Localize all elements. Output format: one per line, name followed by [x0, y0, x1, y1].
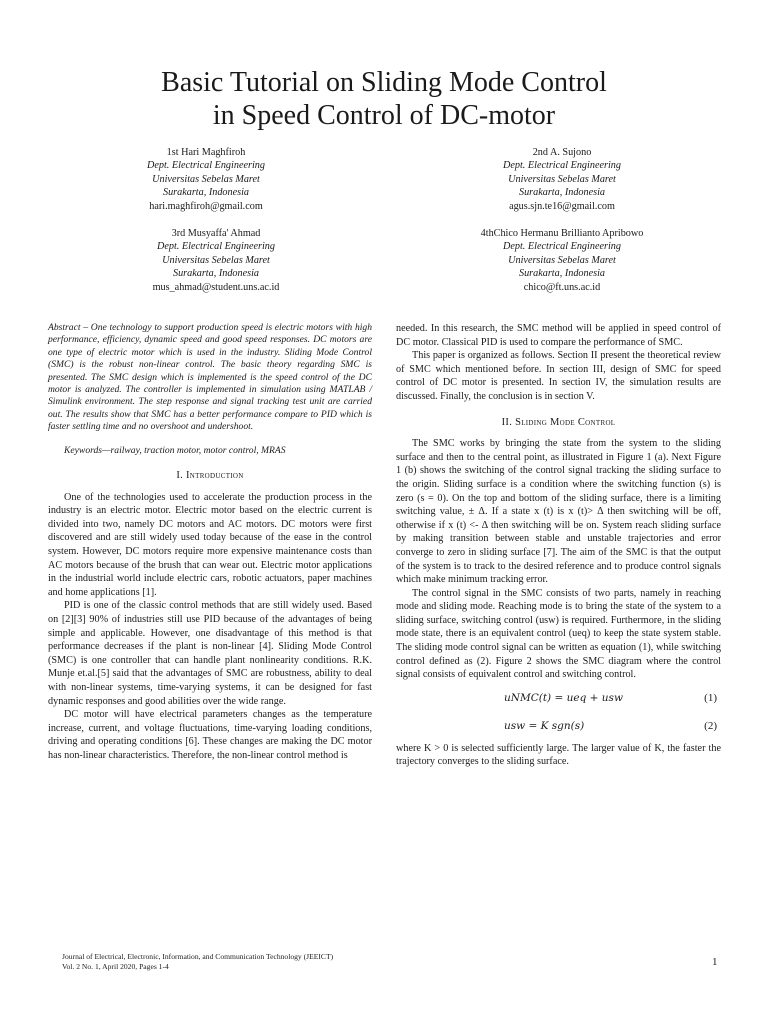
author-dept: Dept. Electrical Engineering: [157, 241, 275, 253]
body-paragraph: One of the technologies used to accelerate the production process in the industry is an electric motor. Electric motor based on the electric current is divided into two, namely DC motors and AC motors. DC motors were first discovered and are still widely used today because of the ease in the control system. However, DC motors require more expensive maintenance costs than AC motors because of the brush that can wear out. Electric motor applications in the industrial world include electric cars, robotic actuators, paper machines and home applications [1].: [48, 491, 372, 598]
author-city: Surakarta, Indonesia: [172, 268, 260, 280]
equation-text: usw = K sgn(s): [504, 719, 585, 732]
author-name: 4thChico Hermanu Brillianto Apribowo: [480, 228, 644, 239]
left-column: [48, 322, 372, 763]
section-heading-introduction: I. Introduction: [176, 470, 244, 482]
author-univ: Universitas Sebelas Maret: [508, 254, 616, 266]
author-email: chico@ft.uns.ac.id: [523, 281, 601, 293]
equation-1: [396, 690, 721, 710]
author-univ: Universitas Sebelas Maret: [508, 173, 616, 185]
body-paragraph: PID is one of the classic control methods that are still widely used. Based on [2][3] 90% of industries still use PID because of the advantages of being simple and applicable. However, one disadvantage of this method is that performance decreases if the plant is non-linear [4]. Sliding Mode Control (SMC) is one controller that can handle plant nonlinearity conditions. R.K. Munje et.al.[5] said that the advantages of SMC are robustness, ability to deal with non-linear systems, time-varying systems, it can be designed for fast dynamic responses and good abilities over the wide range.: [48, 600, 372, 707]
journal-name: Journal of Electrical, Electronic, Information, and Communication Technology (JEEICT): [62, 952, 334, 961]
page-number: 1: [712, 956, 718, 968]
author-email: mus_ahmad@student.uns.ac.id: [152, 281, 280, 293]
author-univ: Universitas Sebelas Maret: [152, 173, 260, 185]
journal-volume: Vol. 2 No. 1, April 2020, Pages 1-4: [62, 962, 169, 972]
author-email: hari.maghfiroh@gmail.com: [149, 200, 263, 212]
paper-title: [60, 66, 708, 132]
right-column: [396, 322, 721, 769]
author-name: 3rd Musyaffa' Ahmad: [171, 228, 261, 239]
body-paragraph: where K > 0 is selected sufficiently large. The larger value of K, the faster the trajectory converges to the sliding surface.: [396, 742, 721, 768]
author-dept: Dept. Electrical Engineering: [503, 160, 621, 172]
title-line-1: Basic Tutorial on Sliding Mode Control: [161, 67, 607, 98]
author-name: 1st Hari Maghfiroh: [166, 147, 246, 158]
author-univ: Universitas Sebelas Maret: [162, 254, 270, 266]
author-city: Surakarta, Indonesia: [162, 187, 250, 199]
author-email: agus.sjn.te16@gmail.com: [509, 200, 615, 212]
author-block-2: [442, 146, 682, 213]
author-dept: Dept. Electrical Engineering: [503, 241, 621, 253]
author-name: 2nd A. Sujono: [532, 147, 592, 158]
author-block-1: [86, 146, 326, 213]
equation-2: [396, 718, 721, 738]
keywords: Keywords—railway, traction motor, motor control, MRAS: [64, 444, 286, 456]
body-paragraph: The control signal in the SMC consists of two parts, namely in reaching mode and sliding mode. Reaching mode is to bring the state of the system to a sliding surface, switching control (usw) is required. Furthermore, in the sliding mode state, there is an equivalent control (ueq) to keep the state system stable. The sliding mode control signal can be written as equation (1), while switching control defined as (2). Figure 2 shows the SMC diagram where the control signal consists of equivalent control and switching control.: [396, 587, 721, 681]
author-dept: Dept. Electrical Engineering: [147, 160, 265, 172]
section-heading-sliding-mode-control: II. Sliding Mode Control: [501, 416, 616, 428]
page-footer: [62, 952, 562, 973]
author-block-3: [96, 227, 336, 294]
body-paragraph: needed. In this research, the SMC method will be applied in speed control of DC motor. Classical PID is used to compare the performance of SMC.: [396, 323, 721, 348]
title-line-2: in Speed Control of DC-motor: [212, 100, 556, 131]
equation-number: (1): [704, 691, 717, 704]
author-city: Surakarta, Indonesia: [518, 187, 606, 199]
body-paragraph: This paper is organized as follows. Section II present the theoretical review of SMC which mentioned before. In section III, design of SMC for speed control of DC motor is presented. In section IV, the simulation results are discussed. Finally, the conclusion is in section V.: [396, 350, 721, 402]
equation-number: (2): [704, 719, 717, 732]
body-paragraph: DC motor will have electrical parameters changes as the temperature increase, current, and voltage fluctuations, time-varying loading conditions, driving and operating conditions [6]. These changes are making the DC motor has non-linear characteristics. Therefore, the non-linear control method is: [48, 709, 372, 761]
author-city: Surakarta, Indonesia: [518, 268, 606, 280]
equation-text: uNMC(t) = ueq + usw: [504, 691, 623, 704]
author-block-4: [442, 227, 682, 294]
body-paragraph: The SMC works by bringing the state from the system to the sliding surface and then to the central point, as illustrated in Figure 1 (a). Next Figure 1 (b) shows the switching of the control signal tracking the sliding surface to the origin. Sliding surface is a condition where the switching function (s) is zero (s = 0). On the top and bottom of the sliding surface, there is a limiting switching value, ± Δ. If a state x (t) is x (t)> Δ then switching will be off, otherwise if x (t) <- Δ then switching will be on. System reach sliding surface by making transition between stable and unstable trajectories and error converge to zero in sliding surface [7]. The aim of the SMC is that the output of the system is to track to the desired reference and to produce control signals which make minimum tracking error.: [396, 438, 721, 586]
abstract: Abstract – One technology to support production speed is electric motors with high performance, efficiency, dynamic speed and good speed responses. DC motors are one type of electric motor which is used in the industry. Sliding Mode Control (SMC) is the robust non-linear control. The basic theory regarding SMC is presented. The SMC design which is implemented is the speed control of the DC motor is analyzed. The controller is implemented in simulation using MATLAB / Simulink environment. The step response and signal tracking test unit are carried out. The results show that SMC has a better performance compare to PID which is faster settling time and no overshoot and undershoot.: [48, 322, 372, 433]
